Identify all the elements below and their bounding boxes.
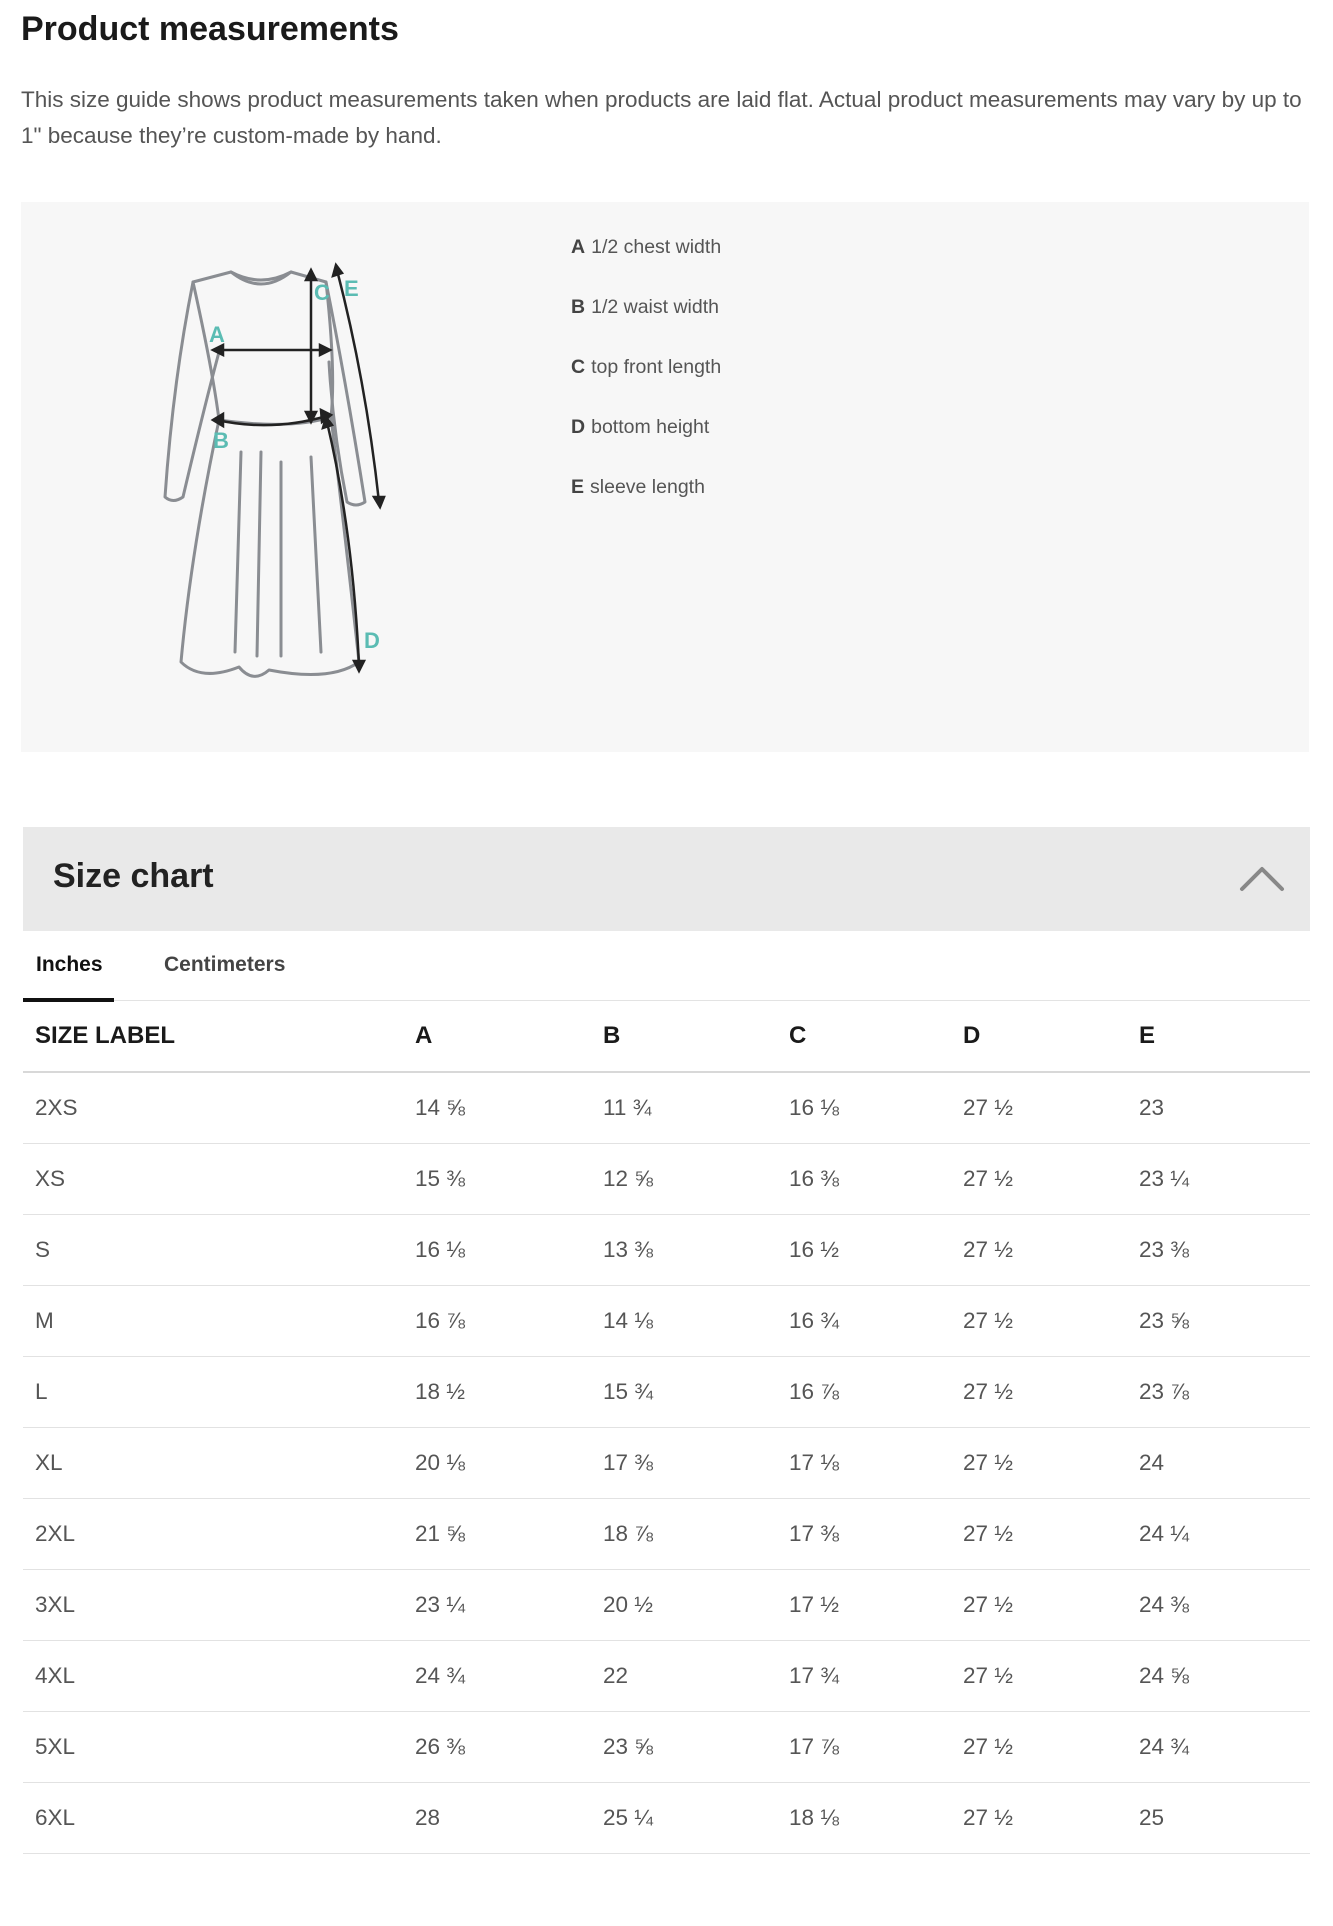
measurement-cell: 18 ½: [403, 1357, 591, 1428]
measurement-cell: 25: [1127, 1783, 1310, 1854]
measurement-cell: 27 ½: [951, 1641, 1127, 1712]
legend-label: 1/2 chest width: [591, 236, 722, 258]
diagram-letter-a: A: [209, 322, 225, 347]
legend-key: B: [571, 296, 586, 318]
size-label-cell: 6XL: [23, 1783, 403, 1854]
measurement-cell: 16 ⅛: [777, 1072, 951, 1144]
measurement-cell: 17 ⅛: [777, 1428, 951, 1499]
size-label-cell: 5XL: [23, 1712, 403, 1783]
measurement-legend: [571, 232, 721, 532]
dress-measurement-diagram: [161, 252, 421, 712]
legend-item: [571, 472, 721, 532]
measurement-cell: 18 ⅞: [591, 1499, 777, 1570]
measurement-cell: 27 ½: [951, 1428, 1127, 1499]
measurement-cell: 24 ¼: [1127, 1499, 1310, 1570]
measurement-cell: 17 ½: [777, 1570, 951, 1641]
measurement-cell: 20 ½: [591, 1570, 777, 1641]
legend-key: C: [571, 356, 586, 378]
measurement-cell: 15 ¾: [591, 1357, 777, 1428]
measurement-cell: 16 ½: [777, 1215, 951, 1286]
measurement-cell: 12 ⅝: [591, 1144, 777, 1215]
measurement-cell: 25 ¼: [591, 1783, 777, 1854]
measurement-cell: 18 ⅛: [777, 1783, 951, 1854]
legend-key: E: [571, 476, 585, 498]
column-header: C: [777, 1001, 951, 1072]
tab-inches[interactable]: Inches: [23, 932, 114, 1002]
size-chart-title: Size chart: [53, 857, 214, 895]
diagram-letter-b: B: [213, 428, 229, 453]
table-row: [23, 1144, 1310, 1215]
size-label-cell: 3XL: [23, 1570, 403, 1641]
diagram-letter-e: E: [344, 276, 359, 301]
measurement-cell: 23 ¼: [403, 1570, 591, 1641]
column-header: E: [1127, 1001, 1310, 1072]
legend-item: [571, 292, 721, 352]
legend-label: 1/2 waist width: [591, 296, 719, 318]
table-row: [23, 1570, 1310, 1641]
measurement-cell: 17 ⅞: [777, 1712, 951, 1783]
intro-text: This size guide shows product measurements taken when products are laid flat. Actual product measurements may vary by up to 1" because they’re custom-made by hand.: [21, 87, 1302, 148]
measurement-cell: 14 ⅝: [403, 1072, 591, 1144]
tab-centimeters[interactable]: Centimeters: [164, 953, 286, 976]
measurement-cell: 17 ¾: [777, 1641, 951, 1712]
legend-label: sleeve length: [590, 476, 705, 498]
measurement-cell: 13 ⅜: [591, 1215, 777, 1286]
column-header: D: [951, 1001, 1127, 1072]
measurement-cell: 21 ⅝: [403, 1499, 591, 1570]
column-header: SIZE LABEL: [23, 1001, 403, 1072]
measurement-cell: 16 ⅜: [777, 1144, 951, 1215]
table-row: [23, 1357, 1310, 1428]
measurement-cell: 27 ½: [951, 1286, 1127, 1357]
measurement-diagram-panel: [21, 202, 1309, 752]
measurement-cell: 22: [591, 1641, 777, 1712]
collapse-button[interactable]: [1234, 853, 1290, 901]
size-label-cell: 4XL: [23, 1641, 403, 1712]
measurement-cell: 27 ½: [951, 1072, 1127, 1144]
diagram-letter-d: D: [364, 628, 380, 653]
table-row: [23, 1499, 1310, 1570]
measurement-cell: 27 ½: [951, 1215, 1127, 1286]
measurement-cell: 27 ½: [951, 1357, 1127, 1428]
measurement-cell: 26 ⅜: [403, 1712, 591, 1783]
table-row: [23, 1641, 1310, 1712]
measurement-cell: 27 ½: [951, 1783, 1127, 1854]
page-title: Product measurements: [21, 10, 399, 48]
size-label-cell: L: [23, 1357, 403, 1428]
legend-item: [571, 232, 721, 292]
chevron-up-icon: [1234, 853, 1290, 901]
table-header-row: [23, 1001, 1310, 1072]
table-row: [23, 1215, 1310, 1286]
size-label-cell: XS: [23, 1144, 403, 1215]
table-row: [23, 1428, 1310, 1499]
size-label-cell: 2XS: [23, 1072, 403, 1144]
size-label-cell: M: [23, 1286, 403, 1357]
measurement-cell: 24: [1127, 1428, 1310, 1499]
measurement-cell: 23: [1127, 1072, 1310, 1144]
legend-item: [571, 352, 721, 412]
table-row: [23, 1712, 1310, 1783]
legend-item: [571, 412, 721, 472]
table-row: [23, 1072, 1310, 1144]
measurement-cell: 24 ¾: [1127, 1712, 1310, 1783]
legend-key: D: [571, 416, 586, 438]
measurement-cell: 16 ⅛: [403, 1215, 591, 1286]
measurement-cell: 23 ⅝: [1127, 1286, 1310, 1357]
measurement-cell: 23 ⅜: [1127, 1215, 1310, 1286]
measurement-cell: 28: [403, 1783, 591, 1854]
measurement-cell: 23 ⅞: [1127, 1357, 1310, 1428]
size-label-cell: XL: [23, 1428, 403, 1499]
measurement-cell: 24 ¾: [403, 1641, 591, 1712]
size-chart-header[interactable]: [23, 827, 1310, 931]
column-header: A: [403, 1001, 591, 1072]
size-label-cell: 2XL: [23, 1499, 403, 1570]
measurement-cell: 20 ⅛: [403, 1428, 591, 1499]
unit-tabs: [23, 932, 1310, 1001]
legend-label: top front length: [591, 356, 722, 378]
measurement-cell: 16 ⅞: [403, 1286, 591, 1357]
measurement-cell: 27 ½: [951, 1712, 1127, 1783]
measurement-cell: 27 ½: [951, 1144, 1127, 1215]
measurement-cell: 16 ¾: [777, 1286, 951, 1357]
measurement-cell: 17 ⅜: [777, 1499, 951, 1570]
measurement-cell: 14 ⅛: [591, 1286, 777, 1357]
measurement-cell: 24 ⅜: [1127, 1570, 1310, 1641]
measurement-cell: 23 ¼: [1127, 1144, 1310, 1215]
measurement-cell: 23 ⅝: [591, 1712, 777, 1783]
measurement-cell: 16 ⅞: [777, 1357, 951, 1428]
measurement-cell: 24 ⅝: [1127, 1641, 1310, 1712]
measurement-cell: 27 ½: [951, 1499, 1127, 1570]
size-chart-table: [23, 1001, 1310, 1854]
measurement-cell: 15 ⅜: [403, 1144, 591, 1215]
measurement-cell: 11 ¾: [591, 1072, 777, 1144]
measurement-cell: 17 ⅜: [591, 1428, 777, 1499]
column-header: B: [591, 1001, 777, 1072]
size-label-cell: S: [23, 1215, 403, 1286]
legend-key: A: [571, 236, 586, 258]
legend-label: bottom height: [591, 416, 710, 438]
diagram-letter-c: C: [314, 280, 330, 305]
measurement-cell: 27 ½: [951, 1570, 1127, 1641]
table-row: [23, 1286, 1310, 1357]
table-row: [23, 1783, 1310, 1854]
